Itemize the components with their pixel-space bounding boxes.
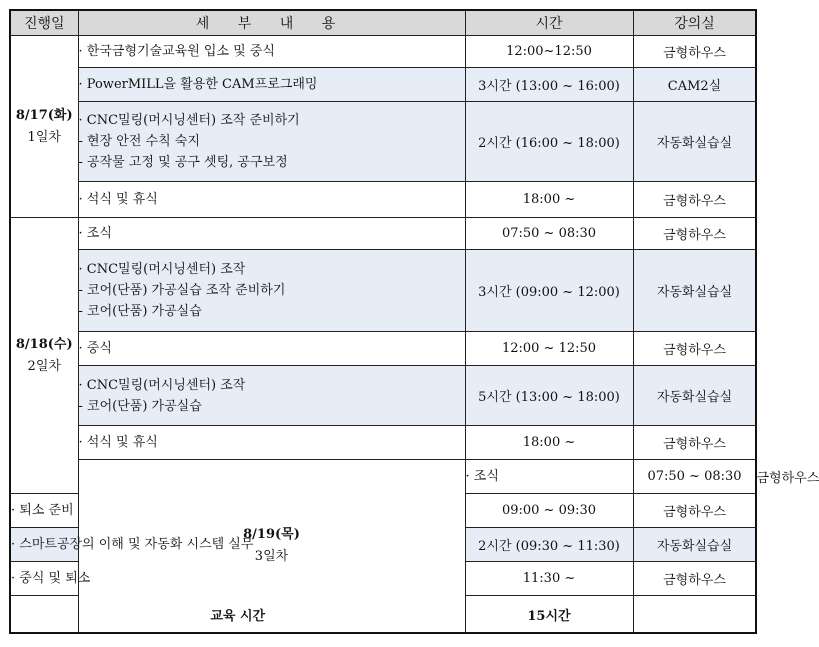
detail-line: · 한국금형기술교육원 입소 및 중식 <box>78 44 275 59</box>
room-cell: 금형하우스 <box>633 426 756 460</box>
room-cell: 금형하우스 <box>633 562 756 596</box>
room-cell: 자동화실습실 <box>633 102 756 182</box>
detail-line: · 석식 및 휴식 <box>78 435 158 450</box>
time-cell: 18:00 ~ <box>465 426 633 460</box>
time-cell: 12:00~12:50 <box>465 36 633 68</box>
room-cell: 금형하우스 <box>633 182 756 218</box>
detail-cell <box>10 494 78 528</box>
day-cell-2 <box>10 218 78 494</box>
detail-line: · 중식 <box>78 341 112 356</box>
detail-line: · CNC밀링(머시닝센터) 조작 준비하기 <box>78 113 300 128</box>
detail-cell <box>78 182 465 218</box>
total-label: 교육 시간 <box>10 596 465 634</box>
table-row <box>10 102 756 182</box>
detail-cell <box>78 102 465 182</box>
room-cell: 자동화실습실 <box>633 250 756 332</box>
detail-line: · 조식 <box>465 469 499 484</box>
schedule-table <box>9 9 819 634</box>
day-label: 3일차 <box>254 549 289 564</box>
detail-line: · 조식 <box>78 226 112 241</box>
detail-line: - 코어(단품) 가공실습 조작 준비하기 <box>78 283 286 298</box>
detail-line: - 공작물 고정 및 공구 셋팅, 공구보정 <box>78 155 288 170</box>
detail-cell <box>10 528 254 562</box>
room-cell: 금형하우스 <box>633 494 756 528</box>
detail-line: · CNC밀링(머시닝센터) 조작 <box>78 377 246 393</box>
time-cell: 3시간 (13:00 ~ 16:00) <box>465 68 633 102</box>
time-cell: 07:50 ~ 08:30 <box>465 218 633 250</box>
detail-cell <box>78 366 465 426</box>
time-cell: 09:00 ~ 09:30 <box>465 494 633 528</box>
room-cell: 금형하우스 <box>633 218 756 250</box>
table-row <box>10 426 756 460</box>
detail-line: · CNC밀링(머시닝센터) 조작 <box>78 262 246 277</box>
day-date: 8/18(수) <box>15 336 73 352</box>
day-label: 1일차 <box>27 129 61 145</box>
header-row <box>10 10 756 36</box>
detail-line: · 스마트공장의 이해 및 자동화 시스템 실무 <box>11 537 254 552</box>
table-row <box>10 250 756 332</box>
header-time: 시간 <box>465 10 633 36</box>
header-day: 진행일 <box>10 10 78 36</box>
detail-cell <box>10 562 91 596</box>
table-row: 8/19(목) 3일차 · 조식 07:50 ~ 08:30 금형하우스 <box>10 460 756 494</box>
detail-cell <box>78 426 465 460</box>
detail-cell <box>78 218 465 250</box>
time-cell: 3시간 (09:00 ~ 12:00) <box>465 250 633 332</box>
detail-line: - 코어(단품) 가공실습 <box>78 304 202 319</box>
header-room: 강의실 <box>633 10 756 36</box>
table-row <box>10 332 756 366</box>
detail-cell <box>78 250 465 332</box>
table-row <box>10 366 756 426</box>
total-hours: 15시간 <box>465 596 633 634</box>
time-cell: 11:30 ~ <box>465 562 633 596</box>
detail-cell <box>465 460 633 494</box>
time-cell: 18:00 ~ <box>465 182 633 218</box>
detail-line: - 코어(단품) 가공실습 <box>78 398 202 414</box>
detail-cell <box>78 68 465 102</box>
table-row <box>10 68 756 102</box>
room-cell: 자동화실습실 <box>633 528 756 562</box>
detail-line: - 현장 안전 수칙 숙지 <box>78 134 200 149</box>
detail-line: · PowerMILL을 활용한 CAM프로그래밍 <box>78 77 318 92</box>
detail-cell <box>78 36 465 68</box>
day-date: 8/19(목) <box>243 527 300 542</box>
time-cell: 2시간 (16:00 ~ 18:00) <box>465 102 633 182</box>
header-detail: 세 부 내 용 <box>78 10 465 36</box>
day-cell-1 <box>10 36 78 218</box>
day-label: 2일차 <box>27 358 61 374</box>
total-room <box>633 596 756 634</box>
time-cell: 2시간 (09:30 ~ 11:30) <box>465 528 633 562</box>
day-date: 8/17(화) <box>15 107 73 123</box>
room-cell: 자동화실습실 <box>633 366 756 426</box>
detail-line: · 퇴소 준비 <box>11 503 74 518</box>
detail-line: · 석식 및 휴식 <box>78 192 158 207</box>
detail-cell <box>78 332 465 366</box>
time-cell: 07:50 ~ 08:30 <box>633 460 756 494</box>
room-cell: CAM2실 <box>633 68 756 102</box>
room-cell: 금형하우스 <box>633 36 756 68</box>
table-row <box>10 182 756 218</box>
table-row <box>10 218 756 250</box>
detail-line: · 중식 및 퇴소 <box>11 571 91 586</box>
table-row <box>10 36 756 68</box>
room-cell: 금형하우스 <box>633 332 756 366</box>
time-cell: 5시간 (13:00 ~ 18:00) <box>465 366 633 426</box>
time-cell: 12:00 ~ 12:50 <box>465 332 633 366</box>
total-row <box>10 596 756 634</box>
